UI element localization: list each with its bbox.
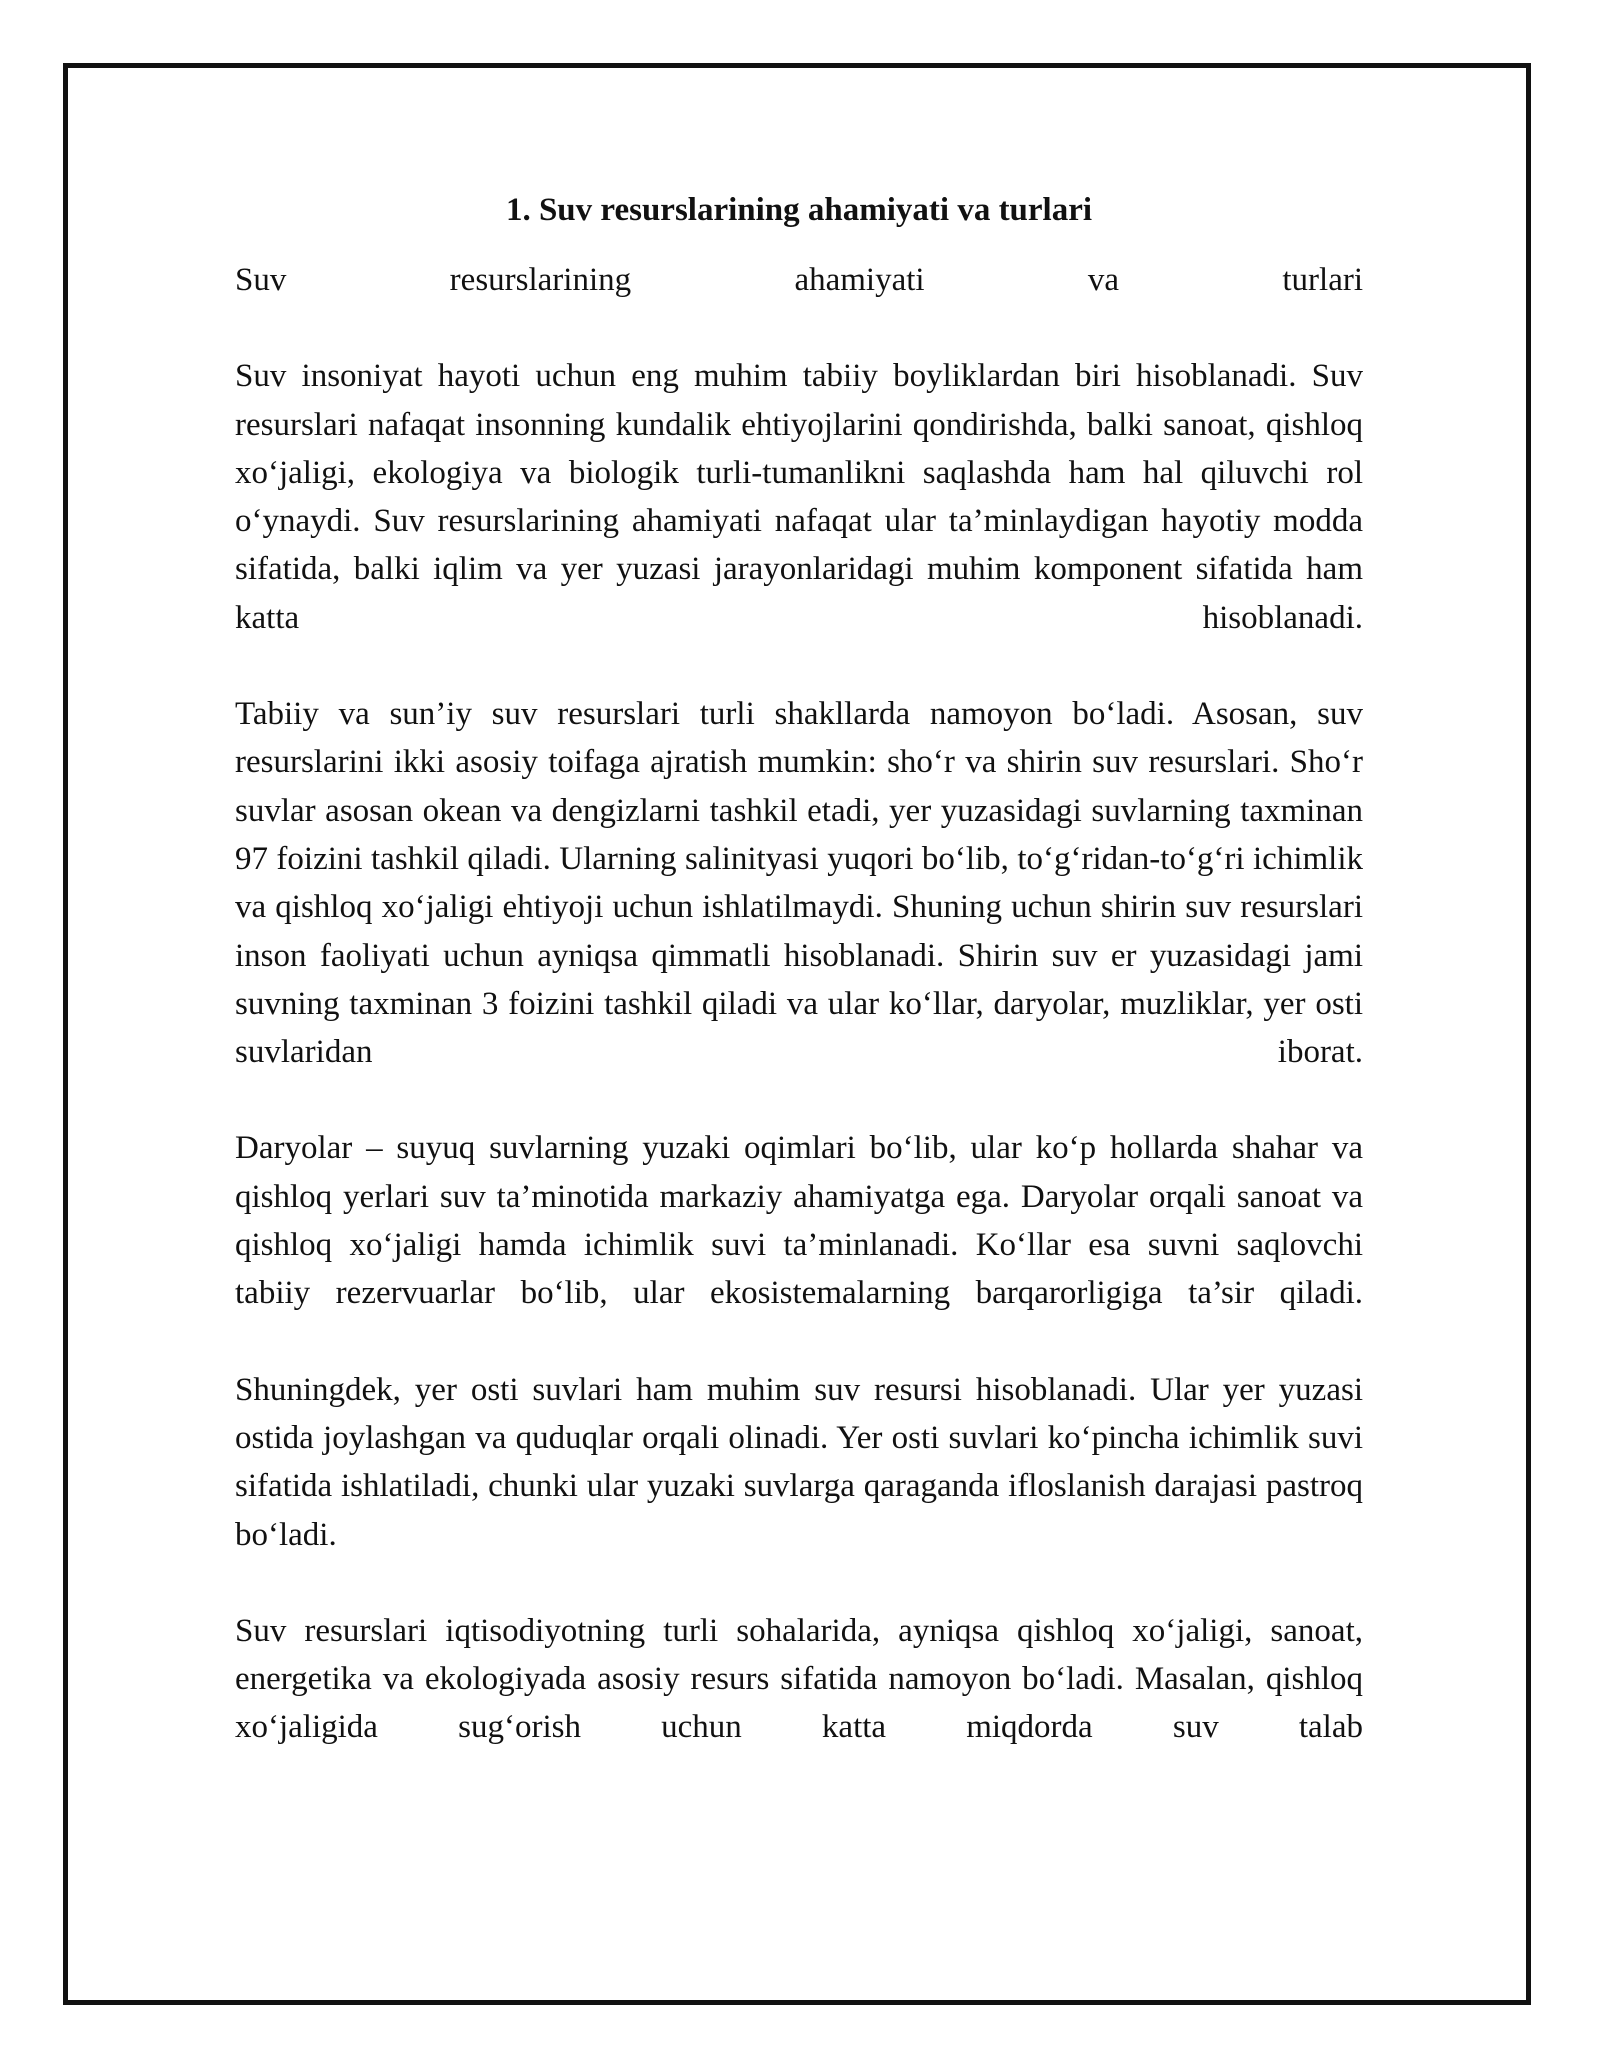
subheading: Suv resurslarining ahamiyati va turlari <box>235 262 1363 298</box>
paragraph-2: Tabiiy va sun’iy suv resurslari turli shakllarda namoyon bo‘ladi. Asosan, suv resurslarini ikki asosiy toifaga ajratish mumkin: sho‘r va shirin suv resurslari. Sho‘r suvlar asosan okean va dengizlarni tashkil etadi, yer yuzasidagi suvlarning taxminan 97 foizini tashkil qiladi. Ularning salinityasi yuqori bo‘lib, to‘g‘ridan-to‘g‘ri ichimlik va qishloq xo‘jaligi ehtiyoji uchun ishlatilmaydi. Shuning uchun shirin suv resurslari inson faoliyati uchun ayniqsa qimmatli hisoblanadi. Shirin suv er yuzasidagi jami suvning taxminan 3 foizini tashkil qiladi va ular ko‘llar, daryolar, muzliklar, yer osti suvlaridan iborat. <box>235 696 1363 1071</box>
document-body <box>235 186 1363 1752</box>
paragraph-1: Suv insoniyat hayoti uchun eng muhim tabiiy boyliklardan biri hisoblanadi. Suv resurslari nafaqat insonning kundalik ehtiyojlarini qondirishda, balki sanoat, qishloq xo‘jaligi, ekologiya va biologik turli-tumanlikni saqlashda ham hal qiluvchi rol o‘ynaydi. Suv resurslarining ahamiyati nafaqat ular ta’minlaydigan hayotiy modda sifatida, balki iqlim va yer yuzasi jarayonlaridagi muhim komponent sifatida ham katta hisoblanadi. <box>235 358 1363 636</box>
paragraph-4: Shuningdek, yer osti suvlari ham muhim suv resursi hisoblanadi. Ular yer yuzasi ostida joylashgan va quduqlar orqali olinadi. Yer osti suvlari ko‘pincha ichimlik suvi sifatida ishlatiladi, chunki ular yuzaki suvlarga qaraganda ifloslanish darajasi pastroq bo‘ladi. <box>235 1371 1363 1553</box>
document-title: 1. Suv resurslarining ahamiyati va turlari <box>505 192 1093 228</box>
paragraph-3: Daryolar – suyuq suvlarning yuzaki oqimlari bo‘lib, ular ko‘p hollarda shahar va qishloq yerlari suv ta’minotida markaziy ahamiyatga ega. Daryolar orqali sanoat va qishloq xo‘jaligi hamda ichimlik suvi ta’minlanadi. Ko‘llar esa suvni saqlovchi tabiiy rezervuarlar bo‘lib, ular ekosistemalarning barqarorligiga ta’sir qiladi. <box>235 1130 1363 1312</box>
paragraph-5: Suv resurslari iqtisodiyotning turli sohalarida, ayniqsa qishloq xo‘jaligi, sanoat, energetika va ekologiyada asosiy resurs sifatida namoyon bo‘ladi. Masalan, qishloq xo‘jaligida sug‘orish uchun katta miqdorda suv talab <box>235 1612 1363 1746</box>
